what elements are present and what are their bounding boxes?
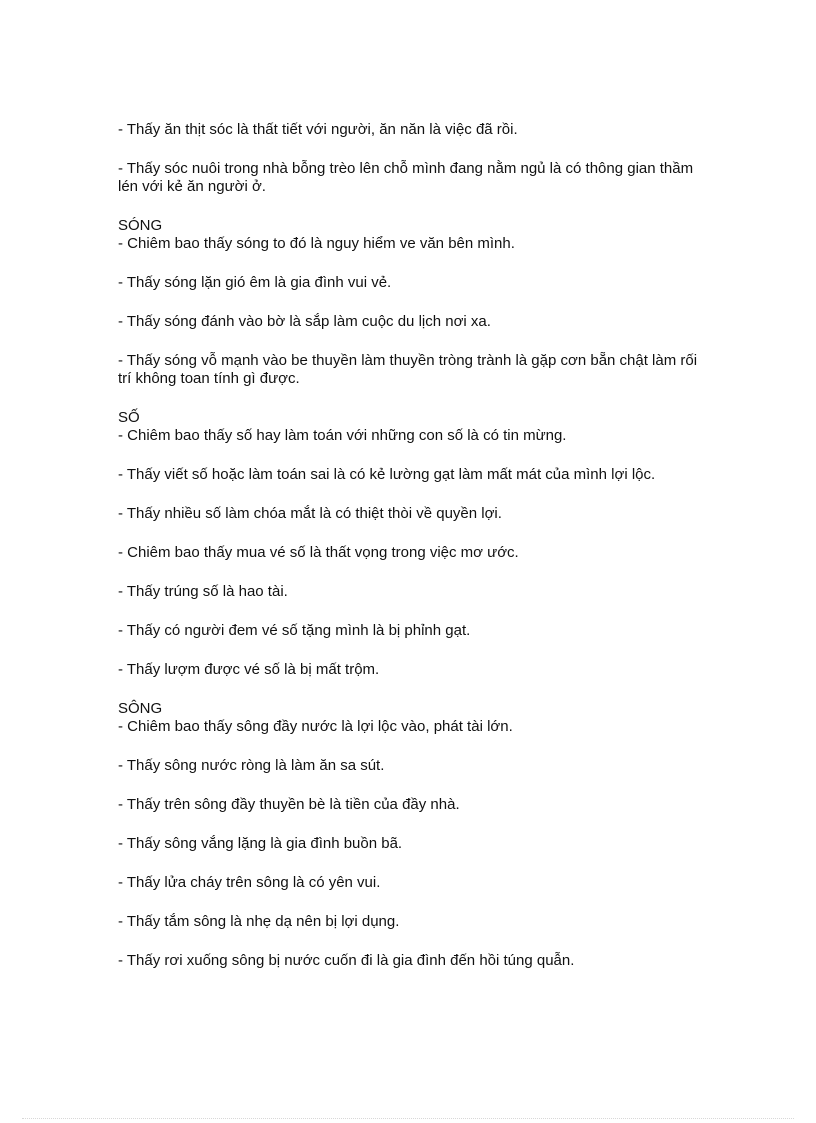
list-item: - Thấy sông vắng lặng là gia đình buồn bã. xyxy=(118,835,403,852)
list-item: - Thấy sóng vỗ mạnh vào be thuyền làm thuyền tròng trành là gặp cơn bẵn chật làm rối trí không toan tính gì được. xyxy=(118,352,698,387)
page-bottom-divider xyxy=(22,1118,794,1119)
list-item: - Thấy viết số hoặc làm toán sai là có kẻ lường gạt làm mất mát của mình lợi lộc. xyxy=(118,466,656,483)
list-item: - Thấy nhiều số làm chóa mắt là có thiệt thòi về quyền lợi. xyxy=(118,505,502,522)
list-item: - Chiêm bao thấy sóng to đó là nguy hiểm ve văn bên mình. xyxy=(118,235,515,252)
list-item: - Thấy tắm sông là nhẹ dạ nên bị lợi dụng. xyxy=(118,913,400,930)
section-so-numbers xyxy=(118,409,708,679)
document-body xyxy=(118,121,708,991)
section-heading: SỐ xyxy=(118,409,140,426)
list-item: - Thấy trên sông đầy thuyền bè là tiền của đầy nhà. xyxy=(118,796,460,813)
section-song-waves xyxy=(118,217,708,388)
section-body xyxy=(118,427,708,679)
list-item: - Thấy sóng đánh vào bờ là sắp làm cuộc du lịch nơi xa. xyxy=(118,313,491,330)
section-heading: SÔNG xyxy=(118,700,163,717)
list-item: - Thấy sóng lặn gió êm là gia đình vui vẻ. xyxy=(118,274,392,291)
list-item: - Chiêm bao thấy số hay làm toán với những con số là có tin mừng. xyxy=(118,427,567,444)
section-body xyxy=(118,235,708,388)
list-item: - Thấy lượm được vé số là bị mất trộm. xyxy=(118,661,380,678)
section-heading: SÓNG xyxy=(118,217,163,234)
list-item: - Thấy trúng số là hao tài. xyxy=(118,583,288,600)
list-item: - Thấy rơi xuống sông bị nước cuốn đi là gia đình đến hồi túng quẫn. xyxy=(118,952,575,969)
list-item: - Chiêm bao thấy sông đầy nước là lợi lộc vào, phát tài lớn. xyxy=(118,718,513,735)
paragraph-intro-1: - Thấy ăn thịt sóc là thất tiết với người, ăn năn là việc đã rồi. xyxy=(118,121,518,138)
paragraph-intro-2: - Thấy sóc nuôi trong nhà bỗng trèo lên chỗ mình đang nằm ngủ là có thông gian thầm lén với kẻ ăn người ở. xyxy=(118,160,694,195)
list-item: - Thấy có người đem vé số tặng mình là bị phỉnh gạt. xyxy=(118,622,471,639)
section-body xyxy=(118,718,708,970)
section-song-rivers xyxy=(118,700,708,970)
list-item: - Chiêm bao thấy mua vé số là thất vọng trong việc mơ ước. xyxy=(118,544,519,561)
list-item: - Thấy lửa cháy trên sông là có yên vui. xyxy=(118,874,381,891)
list-item: - Thấy sông nước ròng là làm ăn sa sút. xyxy=(118,757,385,774)
